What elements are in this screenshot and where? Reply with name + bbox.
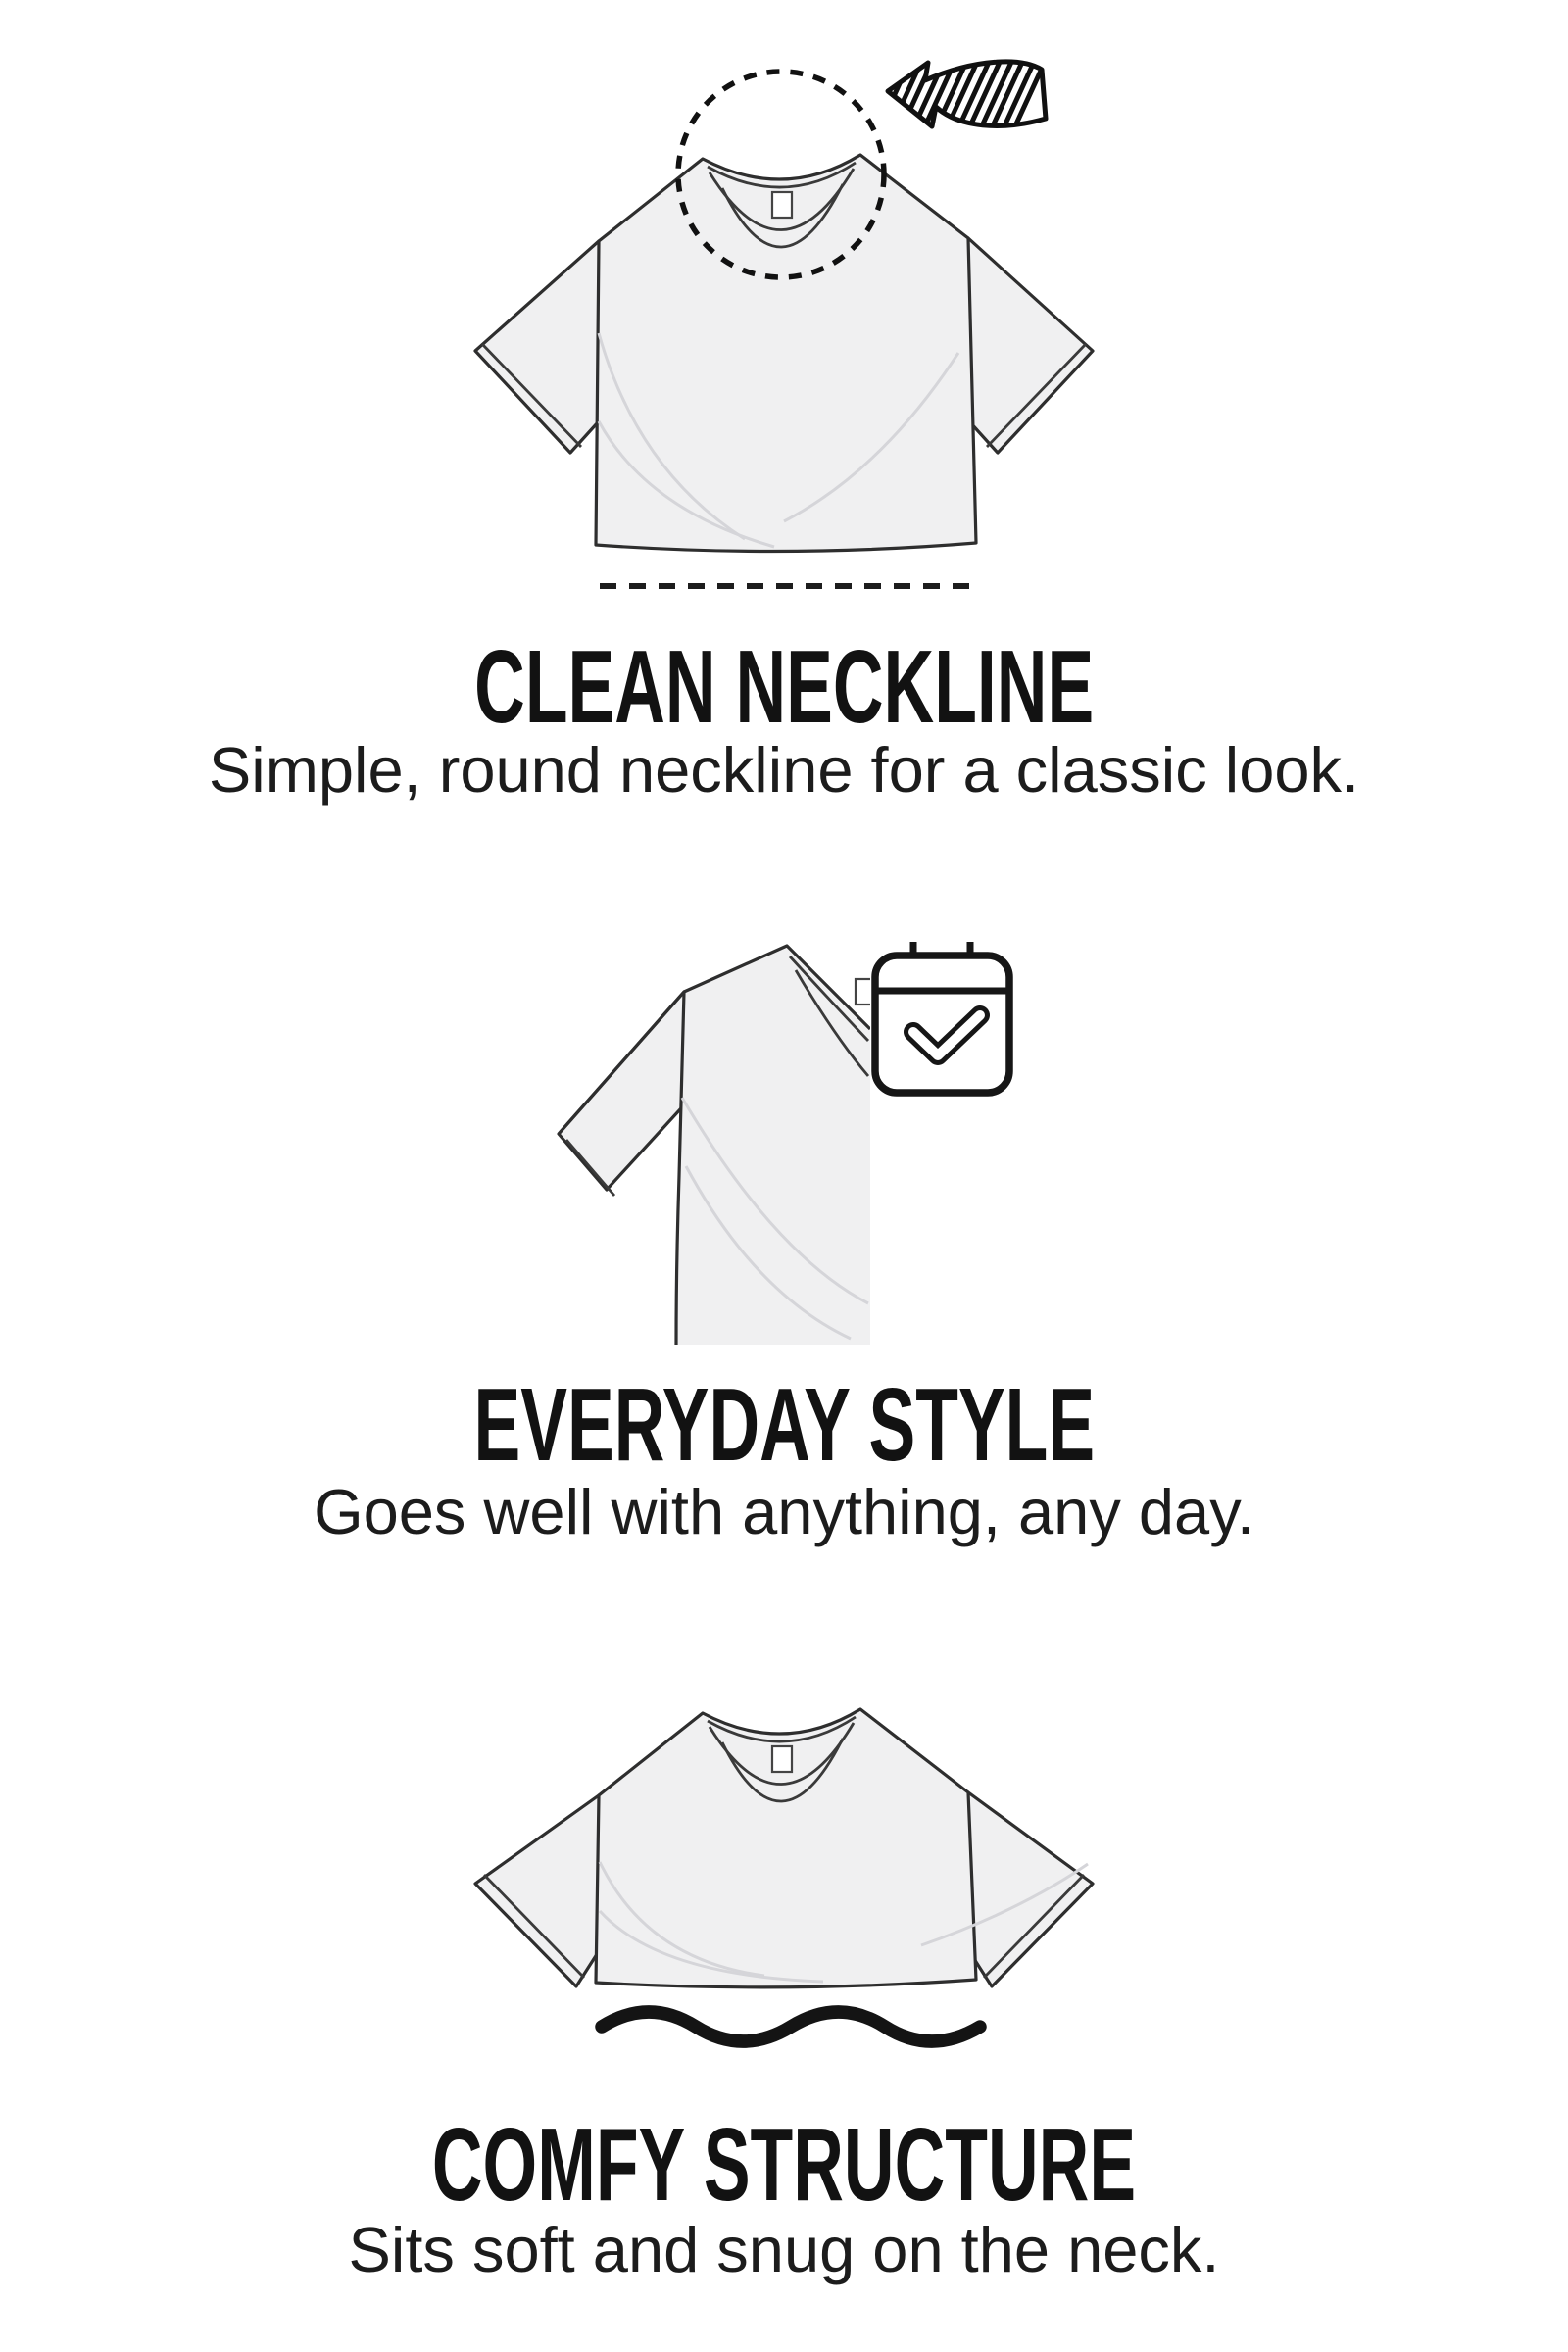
hand-drawn-arrow-icon <box>861 45 1053 143</box>
section-heading-text: COMFY STRUCTURE <box>431 2107 1137 2223</box>
collar-tag <box>772 192 792 218</box>
section-subtitle-comfy-structure: Sits soft and snug on the neck. <box>348 2214 1220 2285</box>
section-heading-clean-neckline <box>0 629 1568 745</box>
section-heading-everyday-style <box>0 1367 1568 1483</box>
tshirt-illustration-2 <box>559 946 875 1345</box>
section-subtitle-clean-neckline: Simple, round neckline for a classic look. <box>208 734 1360 806</box>
tshirt-illustration-3 <box>475 1709 1093 1987</box>
section-heading-text: CLEAN NECKLINE <box>473 629 1095 745</box>
wave-underline-icon <box>602 2012 980 2041</box>
calendar-check-icon <box>875 942 1009 1093</box>
section-heading-text: EVERYDAY STYLE <box>473 1367 1095 1483</box>
tshirt-illustration-1 <box>475 155 1093 552</box>
section-subtitle-everyday-style: Goes well with anything, any day. <box>314 1476 1254 1547</box>
section-heading-comfy-structure <box>0 2107 1568 2223</box>
